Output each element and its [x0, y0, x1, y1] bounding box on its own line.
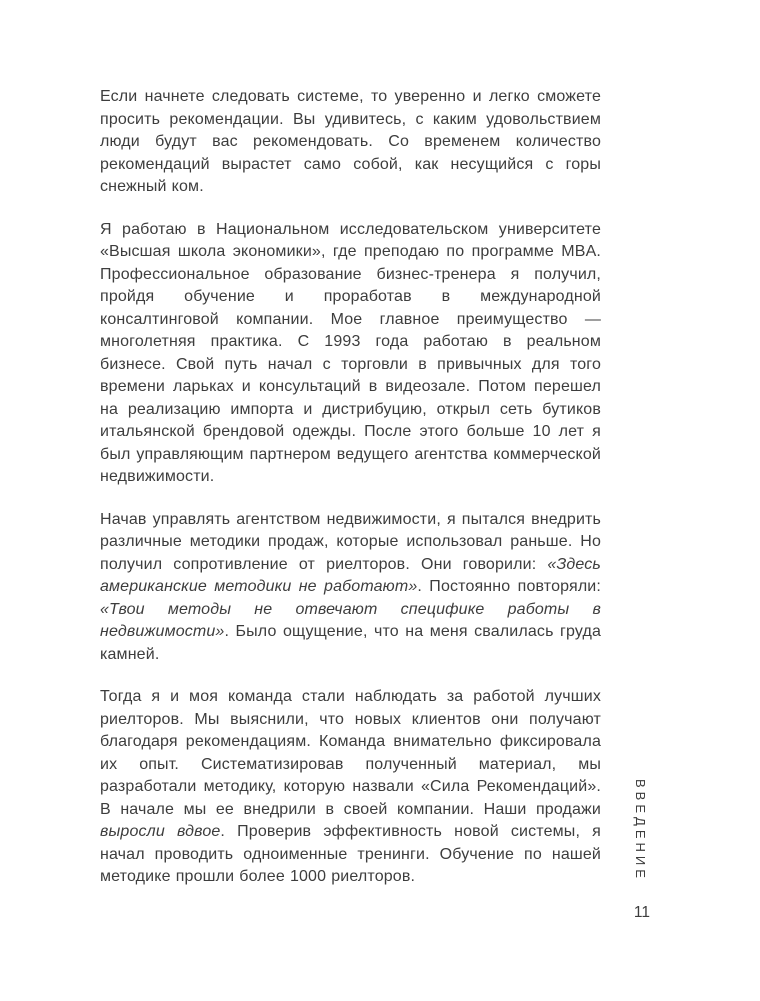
paragraph [100, 219, 601, 489]
paragraph [100, 686, 601, 889]
italic-text-run: «Твои методы не отвечают специфике работы в недвижимости» [100, 600, 601, 640]
text-run: . Постоянно повторяли: [417, 578, 601, 595]
paragraph [100, 509, 601, 667]
italic-text-run: «Здесь американские методики не работают» [100, 555, 601, 595]
chapter-label-vertical: ВВЕДЕНИЕ [633, 779, 648, 882]
page-number: 11 [633, 904, 650, 921]
text-run: Я работаю в Национальном исследовательском университете «Высшая школа экономики», где преподаю по программе MBA. Профессиональное образование бизнес-тренера я получил, пройдя обучение и проработав в международной консалтинговой компании. Мое главное преимущество — многолетняя практика. С 1993 года работаю в реальном бизнесе. Свой путь начал с торговли в привычных для того времени ларьках и консультаций в видеозале. Потом перешел на реализацию импорта и дистрибуцию, открыл сеть бутиков итальянской брендовой одежды. После этого больше 10 лет я был управляющим партнером ведущего агентства коммерческой недвижимости. [100, 220, 601, 485]
text-run: Если начнете следовать системе, то уверенно и легко сможете просить рекомендации. Вы удивитесь, с каким удовольствием люди будут вас рекомендовать. Со временем количество рекомендаций вырастет само собой, как несущийся с горы снежный ком. [100, 88, 601, 195]
body-text [100, 86, 601, 909]
text-run: Начав управлять агентством недвижимости, я пытался внедрить различные методики продаж, которые использовал раньше. Но получил сопротивление от риелторов. Они говорили: [100, 510, 601, 573]
text-run: . Было ощущение, что на меня свалилась груда камней. [100, 623, 601, 663]
text-run: . Проверив эффективность новой системы, я начал проводить одноименные тренинги. Обучение по нашей методике прошли более 1000 риелторов. [100, 823, 601, 885]
text-run: Тогда я и моя команда стали наблюдать за работой лучших риелторов. Мы выяснили, что новых клиентов они получают благодаря рекомендациям. Команда внимательно фиксировала их опыт. Систематизировав полученный материал, мы разработали методику, которую назвали «Сила Рекомендаций». В начале мы ее внедрили в своей компании. Наши продажи [100, 688, 601, 818]
italic-text-run: выросли вдвое [100, 823, 221, 840]
paragraph [100, 86, 601, 199]
